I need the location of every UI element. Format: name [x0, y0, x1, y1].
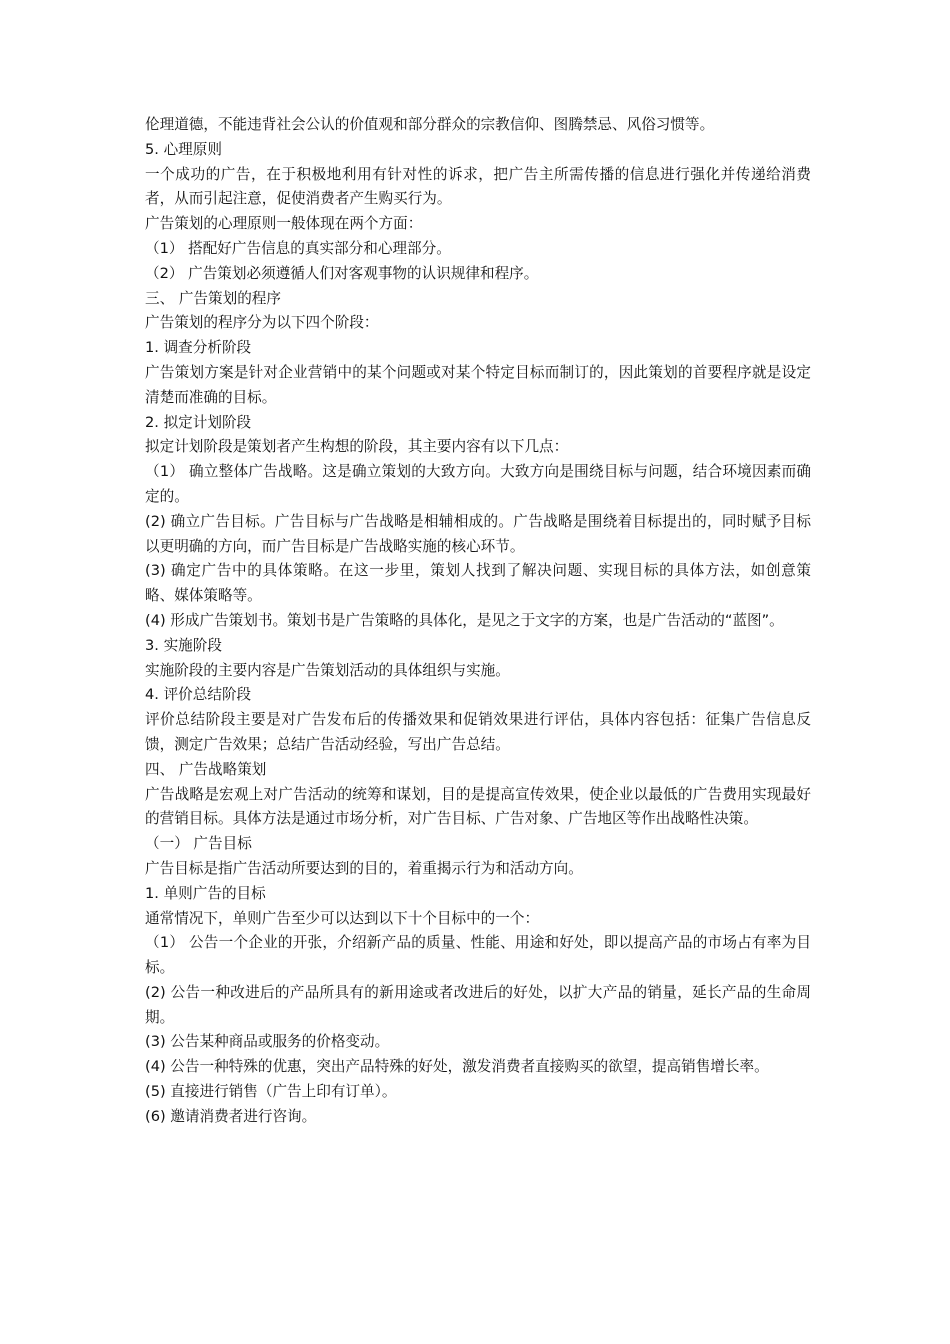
- paragraph: 广告策划的心理原则一般体现在两个方面：: [145, 215, 423, 233]
- list-item: (6) 邀请消费者进行咨询。: [145, 1107, 317, 1125]
- list-item: (4) 形成广告策划书。策划书是广告策略的具体化，是见之于文字的方案，也是广告活动的“蓝图”。: [145, 611, 784, 629]
- paragraph: 广告策划的程序分为以下四个阶段：: [145, 314, 379, 332]
- list-item: (2) 确立广告目标。广告目标与广告战略是相辅相成的。广告战略是围绕着目标提出的，同时赋予目标以更明确的方向，而广告目标是广告战略实施的核心环节。: [145, 512, 811, 555]
- list-item: (3) 确定广告中的具体策略。在这一步里，策划人找到了解决问题、实现目标的具体方法，如创意策略、媒体策略等。: [145, 562, 811, 605]
- list-item: （1） 确立整体广告战略。这是确立策划的大致方向。大致方向是围绕目标与问题，结合环境因素而确定的。: [145, 463, 811, 505]
- section-heading: （一） 广告目标: [145, 835, 252, 853]
- list-item: （1） 搭配好广告信息的真实部分和心理部分。: [145, 239, 451, 257]
- list-item: （1） 公告一个企业的开张，介绍新产品的质量、性能、用途和好处，即以提高产品的市场占有率为目标。: [145, 934, 811, 977]
- section-heading: 3. 实施阶段: [145, 636, 222, 654]
- section-heading: 2. 拟定计划阶段: [145, 413, 252, 431]
- section-heading: 四、 广告战略策划: [145, 760, 267, 778]
- paragraph: 评价总结阶段主要是对广告发布后的传播效果和促销效果进行评估，具体内容包括：征集广告信息反馈，测定广告效果；总结广告活动经验，写出广告总结。: [145, 711, 811, 753]
- list-item: (5) 直接进行销售（广告上印有订单）。: [145, 1083, 397, 1101]
- paragraph: 伦理道德，不能违背社会公认的价值观和部分群众的宗教信仰、图腾禁忌、风俗习惯等。: [145, 116, 715, 133]
- section-heading: 4. 评价总结阶段: [145, 686, 252, 704]
- paragraph: 广告策划方案是针对企业营销中的某个问题或对某个特定目标而制订的，因此策划的首要程序就是设定清楚而准确的目标。: [145, 363, 811, 406]
- section-heading: 5. 心理原则: [145, 140, 222, 158]
- list-item: （2） 广告策划必须遵循人们对客观事物的认识规律和程序。: [145, 264, 539, 282]
- list-item: (3) 公告某种商品或服务的价格变动。: [145, 1033, 390, 1051]
- paragraph: 拟定计划阶段是策划者产生构想的阶段，其主要内容有以下几点：: [145, 438, 569, 456]
- paragraph: 实施阶段的主要内容是广告策划活动的具体组织与实施。: [145, 661, 510, 679]
- paragraph: 广告目标是指广告活动所要达到的目的，着重揭示行为和活动方向。: [145, 859, 583, 877]
- paragraph: 广告战略是宏观上对广告活动的统筹和谋划，目的是提高宣传效果，使企业以最低的广告费用实现最好的营销目标。具体方法是通过市场分析，对广告目标、广告对象、广告地区等作出战略性决策。: [145, 785, 811, 828]
- list-item: (4) 公告一种特殊的优惠，突出产品特殊的好处，激发消费者直接购买的欲望，提高销售增长率。: [145, 1058, 769, 1076]
- list-item: (2) 公告一种改进后的产品所具有的新用途或者改进后的好处，以扩大产品的销量，延长产品的生命周期。: [145, 983, 811, 1026]
- section-heading: 三、 广告策划的程序: [145, 289, 281, 307]
- paragraph: 一个成功的广告，在于积极地利用有针对性的诉求，把广告主所需传播的信息进行强化并传递给消费者，从而引起注意，促使消费者产生购买行为。: [145, 165, 811, 208]
- section-heading: 1. 调查分析阶段: [145, 339, 252, 357]
- document-body: [145, 113, 811, 1130]
- section-heading: 1. 单则广告的目标: [145, 884, 266, 902]
- paragraph: 通常情况下，单则广告至少可以达到以下十个目标中的一个：: [145, 909, 540, 927]
